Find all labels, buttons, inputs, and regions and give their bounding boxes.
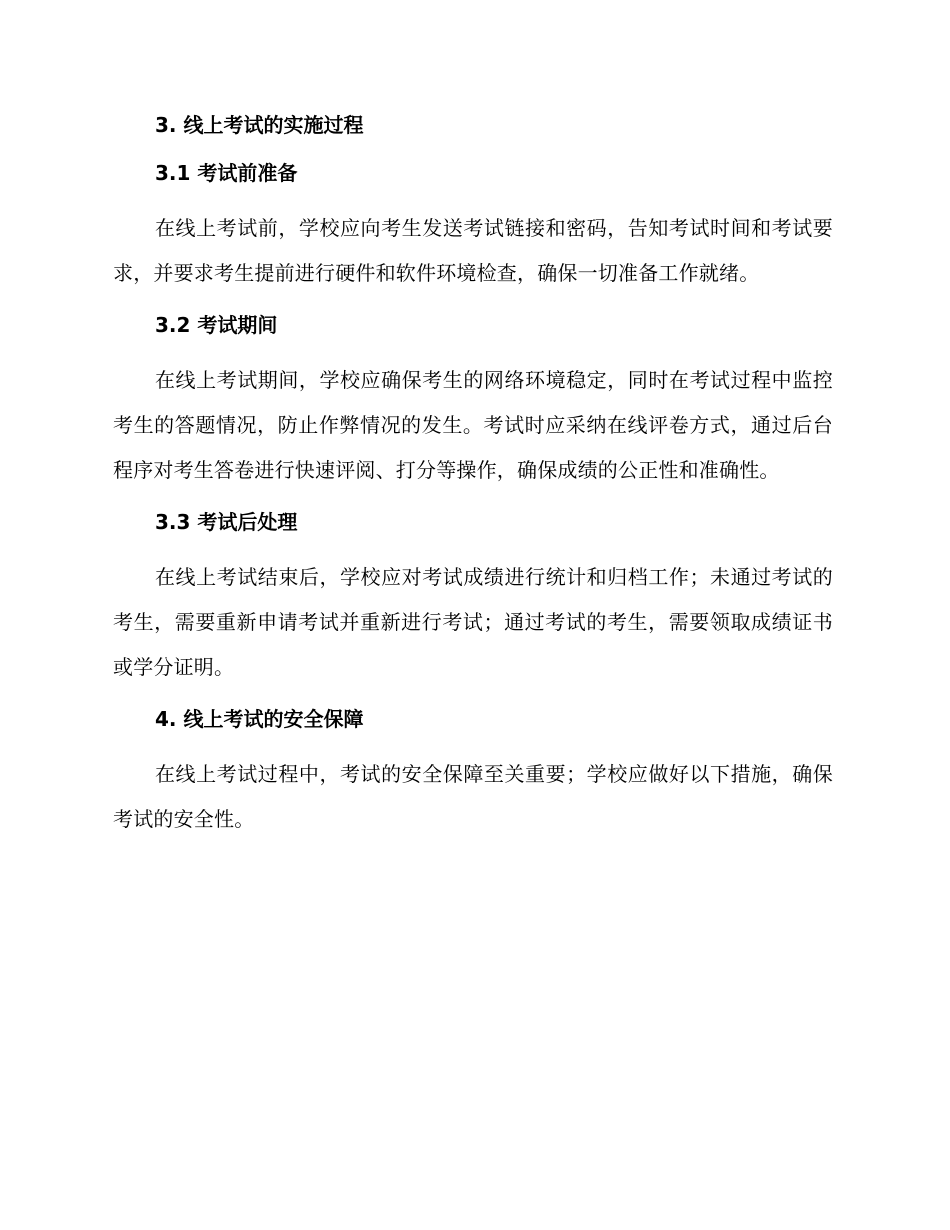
- section-3-3-paragraph: 在线上考试结束后，学校应对考试成绩进行统计和归档工作；未通过考试的考生，需要重新申请考试并重新进行考试；通过考试的考生，需要领取成绩证书或学分证明。: [113, 565, 833, 679]
- section-3-3-heading: 3.3 考试后处理: [155, 510, 298, 534]
- section-3-1-paragraph: 在线上考试前，学校应向考生发送考试链接和密码，告知考试时间和考试要求，并要求考生提前进行硬件和软件环境检查，确保一切准备工作就绪。: [113, 216, 833, 285]
- section-3-1-heading: 3.1 考试前准备: [155, 161, 298, 185]
- section-4-heading: 4. 线上考试的安全保障: [155, 707, 364, 731]
- document-page: [113, 110, 833, 856]
- section-3-2-paragraph: 在线上考试期间，学校应确保考生的网络环境稳定，同时在考试过程中监控考生的答题情况，防止作弊情况的发生。考试时应采纳在线评卷方式，通过后台程序对考生答卷进行快速评阅、打分等操作，确保成绩的公正性和准确性。: [113, 368, 833, 482]
- section-4-paragraph: 在线上考试过程中，考试的安全保障至关重要；学校应做好以下措施，确保考试的安全性。: [113, 762, 833, 831]
- section-3-heading: 3. 线上考试的实施过程: [155, 113, 364, 137]
- section-3-2-heading: 3.2 考试期间: [155, 313, 278, 337]
